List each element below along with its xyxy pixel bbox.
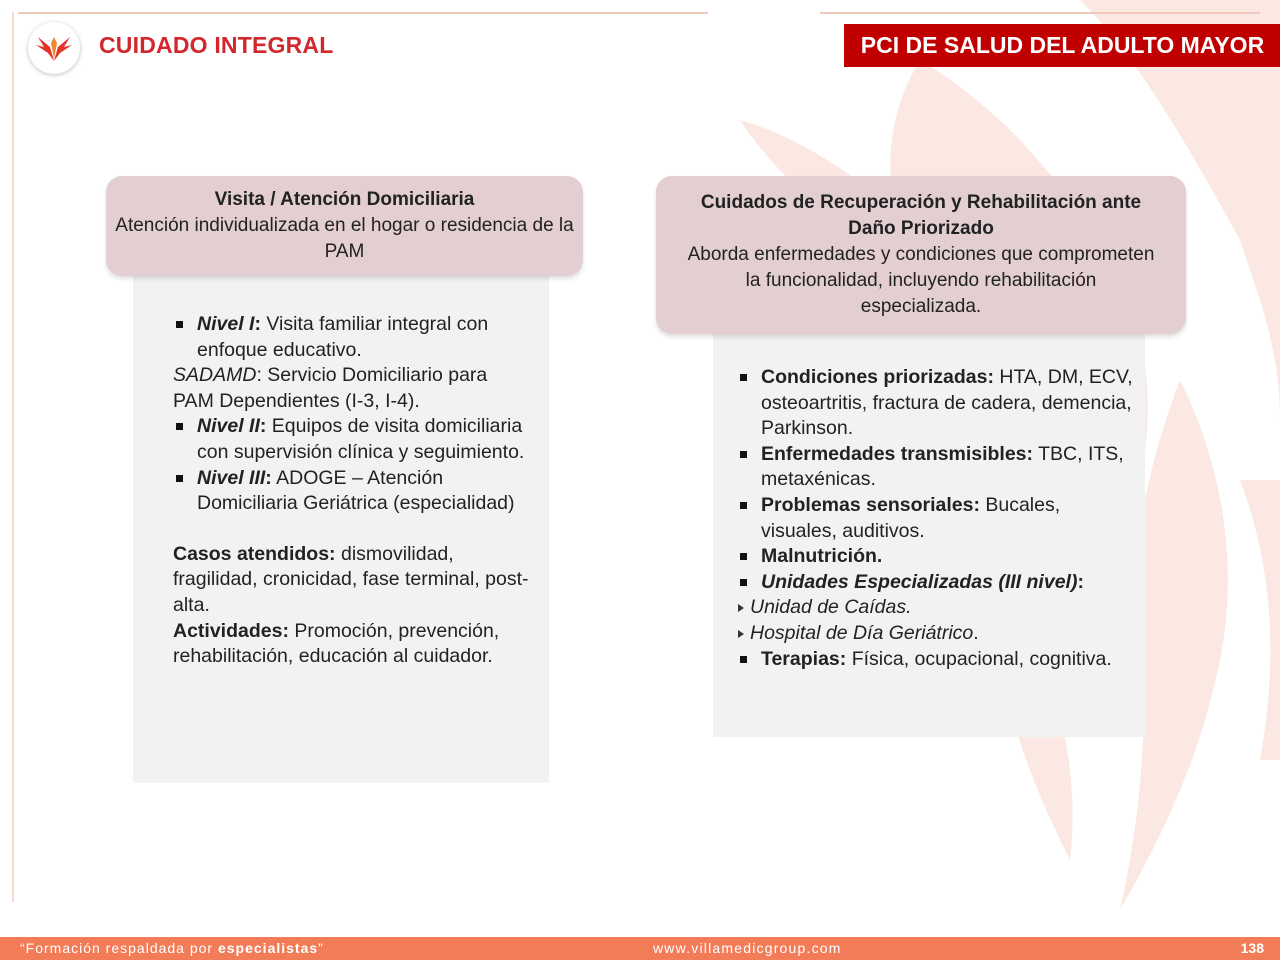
item-label: Casos atendidos: [173,542,336,565]
logo [28,22,80,74]
right-card-subtitle: Aborda enfermedades y condiciones que comprometen la funcionalidad, incluyendo rehabilitación especializada. [687,244,1155,317]
item-text: Promoción, prevención, rehabilitación, educación al cuidador. [173,619,500,668]
sub-item: Hospital de Día Geriátrico. [737,621,1137,647]
section-badge: PCI DE SALUD DEL ADULTO MAYOR [844,24,1280,67]
phoenix-logo-icon [36,33,72,63]
list-item [737,544,1137,570]
right-card-content [737,365,1137,672]
item-text: : Servicio Domiciliario para PAM Dependientes (I-3, I-4). [173,364,488,412]
footer-website-link[interactable]: www.villamedicgroup.com [653,940,842,956]
item-text: dismovilidad, fragilidad, cronicidad, fase terminal, post-alta. [173,542,529,616]
item-text: ADOGE – Atención Domiciliaria Geriátrica (especialidad) [197,466,515,515]
item-label: Nivel I [197,313,255,335]
list-item [737,442,1137,493]
item-label: SADAMD [173,364,257,387]
list-item: Nivel III: ADOGE – Atención Domiciliaria Geriátrica (especialidad) [173,466,533,517]
list-item: Nivel II: Equipos de visita domiciliaria con supervisión clínica y seguimiento. [173,414,533,465]
item-label: Malnutrición. [761,545,883,568]
frame-left-line [12,12,14,902]
item-label: Problemas sensoriales: [761,493,980,516]
item-text: HTA, DM, ECV, osteoartritis, fractura de cadera, demencia, Parkinson. [761,366,1133,440]
left-card-title: Visita / Atención Domiciliaria [214,189,475,210]
sub-item [737,595,1137,621]
footer-bar [0,937,1280,960]
left-card-header [106,176,583,276]
sub-item-text: Unidad de Caídas. [750,596,912,619]
right-card-title: Cuidados de Recuperación y Rehabilitación ante Daño Priorizado [700,192,1142,239]
list-item [737,493,1137,544]
right-card-header [656,176,1186,334]
item-text: TBC, ITS, metaxénicas. [761,442,1124,491]
item-text: Visita familiar integral con enfoque educativo. [197,313,489,361]
item-label: Condiciones priorizadas: [761,366,994,388]
sub-item-text: Hospital de Día Geriátrico [750,621,974,644]
list-item [173,542,533,619]
item-text: Física, ocupacional, cognitiva. [851,647,1112,670]
list-item: Unidades Especializadas (III nivel): [737,570,1137,596]
frame-top-line [18,12,708,14]
item-label: Actividades: [173,619,289,642]
list-item [737,647,1137,673]
brand-title: CUIDADO INTEGRAL [99,32,334,58]
item-text: Bucales, visuales, auditivos. [761,493,1061,542]
list-item [173,363,533,414]
page-number: 138 [1240,940,1264,956]
item-label: Enfermedades transmisibles: [761,442,1034,465]
list-item: Nivel I: Visita familiar integral con enfoque educativo. [173,312,533,363]
item-label: Nivel II [197,415,260,438]
list-item [737,365,1137,442]
frame-top-line-right [820,12,1260,14]
list-item [173,619,533,670]
left-card-subtitle: Atención individualizada en el hogar o residencia de la PAM [115,215,574,262]
item-text: Equipos de visita domiciliaria con supervisión clínica y seguimiento. [197,415,525,463]
footer-quote: “Formación respaldada por especialistas” [20,940,324,956]
item-label: Nivel III [197,466,266,489]
item-label: Terapias: [761,647,847,670]
item-label: Unidades Especializadas (III nivel) [761,570,1078,593]
left-card-content [173,312,533,670]
